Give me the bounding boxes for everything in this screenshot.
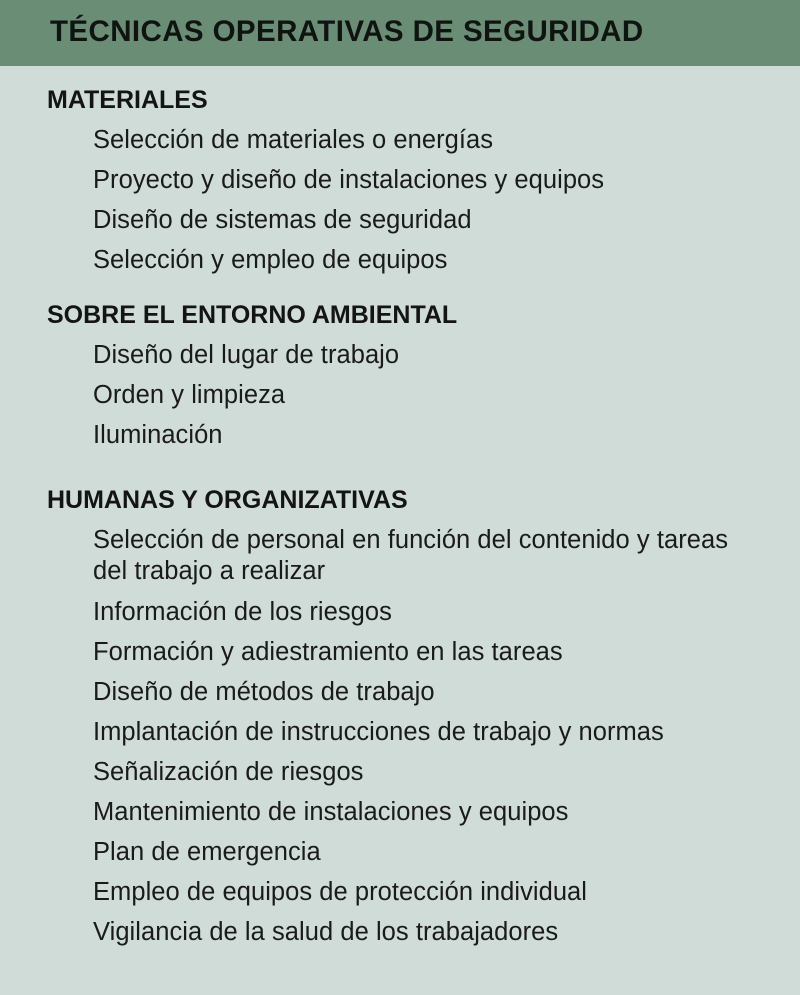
list-item: Orden y limpieza — [93, 381, 286, 409]
panel-content — [0, 85, 800, 947]
list-item: Selección de materiales o energías — [93, 126, 494, 154]
section-item-list — [47, 525, 780, 947]
list-item: Diseño del lugar de trabajo — [93, 341, 400, 369]
list-item: Plan de emergencia — [93, 838, 321, 866]
list-item: Selección y empleo de equipos — [93, 246, 448, 274]
list-item: Selección de personal en función del contenido y tareas del trabajo a realizar — [93, 526, 729, 585]
list-item: Empleo de equipos de protección individual — [93, 878, 588, 906]
section-item-list — [47, 340, 780, 450]
section-humanas-organizativas — [47, 485, 780, 947]
section-title: MATERIALES — [47, 86, 208, 114]
list-item: Señalización de riesgos — [93, 758, 364, 786]
section-entorno-ambiental — [47, 300, 780, 450]
list-item: Diseño de sistemas de seguridad — [93, 206, 472, 234]
section-title: HUMANAS Y ORGANIZATIVAS — [47, 486, 408, 514]
section-item-list — [47, 125, 780, 275]
section-materiales — [47, 85, 780, 275]
panel-title: TÉCNICAS OPERATIVAS DE SEGURIDAD — [50, 15, 644, 48]
list-item: Proyecto y diseño de instalaciones y equipos — [93, 166, 605, 194]
list-item: Mantenimiento de instalaciones y equipos — [93, 798, 569, 826]
list-item: Diseño de métodos de trabajo — [93, 678, 435, 706]
list-item: Implantación de instrucciones de trabajo y normas — [93, 718, 664, 746]
list-item: Vigilancia de la salud de los trabajadores — [93, 918, 559, 946]
section-title: SOBRE EL ENTORNO AMBIENTAL — [47, 301, 458, 329]
list-item: Formación y adiestramiento en las tareas — [93, 638, 563, 666]
list-item: Iluminación — [93, 421, 223, 449]
list-item: Información de los riesgos — [93, 598, 392, 626]
panel-header — [0, 0, 800, 66]
